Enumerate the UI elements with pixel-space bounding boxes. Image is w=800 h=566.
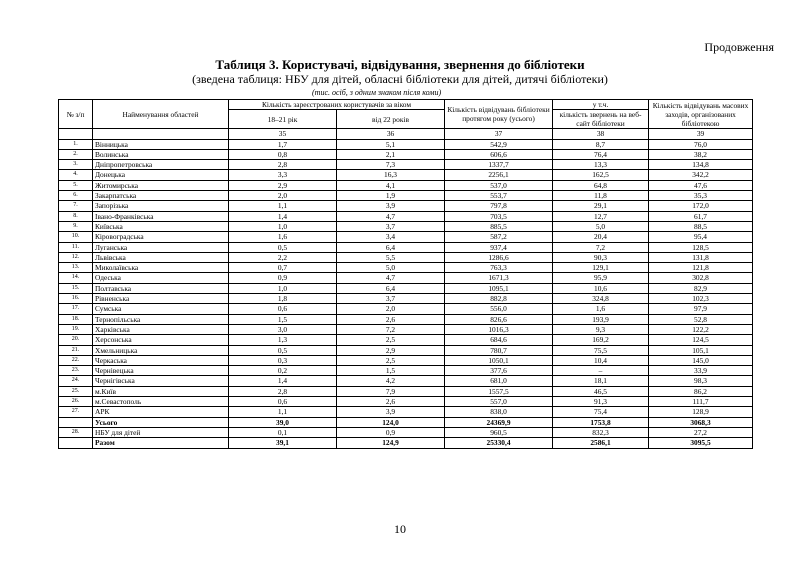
- table-row: [59, 397, 753, 407]
- value-cell: 838,0: [445, 407, 553, 417]
- row-number: 23.: [59, 366, 93, 376]
- table-row: [59, 427, 753, 437]
- row-number: 22.: [59, 355, 93, 365]
- table-row: [59, 366, 753, 376]
- table-row: [59, 139, 753, 149]
- value-cell: 0,5: [229, 242, 337, 252]
- value-cell: 2,9: [337, 345, 445, 355]
- region-name: Волинська: [93, 149, 229, 159]
- value-cell: 111,7: [649, 397, 753, 407]
- region-name: Одеська: [93, 273, 229, 283]
- row-number: 13.: [59, 263, 93, 273]
- region-name: Івано-Франківська: [93, 211, 229, 221]
- row-number: 14.: [59, 273, 93, 283]
- row-number: [59, 438, 93, 448]
- value-cell: 13,3: [553, 160, 649, 170]
- value-cell: 1095,1: [445, 283, 553, 293]
- value-cell: 39,1: [229, 438, 337, 448]
- value-cell: 1016,3: [445, 324, 553, 334]
- region-name: Херсонська: [93, 335, 229, 345]
- value-cell: 1286,6: [445, 252, 553, 262]
- table-row: [59, 407, 753, 417]
- value-cell: 681,0: [445, 376, 553, 386]
- value-cell: 3,4: [337, 232, 445, 242]
- value-cell: 3,7: [337, 294, 445, 304]
- table-row: [59, 201, 753, 211]
- value-cell: 6,4: [337, 242, 445, 252]
- value-cell: 3,0: [229, 324, 337, 334]
- value-cell: 124,0: [337, 417, 445, 427]
- header-age1: 18–21 рік: [229, 110, 337, 129]
- value-cell: 3,7: [337, 221, 445, 231]
- value-cell: 3068,3: [649, 417, 753, 427]
- value-cell: 88,5: [649, 221, 753, 231]
- value-cell: 172,0: [649, 201, 753, 211]
- region-name: Полтавська: [93, 283, 229, 293]
- region-name: Дніпропетровська: [93, 160, 229, 170]
- value-cell: 832,3: [553, 427, 649, 437]
- value-cell: 33,9: [649, 366, 753, 376]
- header-age2: від 22 років: [337, 110, 445, 129]
- value-cell: 1,1: [229, 407, 337, 417]
- value-cell: 1,6: [229, 232, 337, 242]
- region-name: Київська: [93, 221, 229, 231]
- table-row: [59, 263, 753, 273]
- row-number: 20.: [59, 335, 93, 345]
- row-number: 17.: [59, 304, 93, 314]
- value-cell: 2,0: [337, 304, 445, 314]
- header-web: кількість звернень на веб-сайт бібліотеки: [553, 110, 649, 129]
- row-number: 24.: [59, 376, 93, 386]
- row-number: 16.: [59, 294, 93, 304]
- value-cell: 121,8: [649, 263, 753, 273]
- header-name: Найменування областей: [93, 100, 229, 129]
- row-number: 27.: [59, 407, 93, 417]
- value-cell: 3095,5: [649, 438, 753, 448]
- table-row: [59, 211, 753, 221]
- value-cell: 9,3: [553, 324, 649, 334]
- value-cell: 1,0: [229, 221, 337, 231]
- region-name: Донецька: [93, 170, 229, 180]
- value-cell: 302,8: [649, 273, 753, 283]
- value-cell: 4,1: [337, 180, 445, 190]
- table-row: [59, 242, 753, 252]
- table-row: [59, 191, 753, 201]
- value-cell: 76,0: [649, 139, 753, 149]
- row-number: 5.: [59, 180, 93, 190]
- value-cell: 145,0: [649, 355, 753, 365]
- value-cell: 7,2: [337, 324, 445, 334]
- value-cell: 377,6: [445, 366, 553, 376]
- value-cell: 11,8: [553, 191, 649, 201]
- region-name: НБУ для дітей: [93, 427, 229, 437]
- table-row: [59, 376, 753, 386]
- row-number: 8.: [59, 211, 93, 221]
- value-cell: 553,7: [445, 191, 553, 201]
- row-number: 6.: [59, 191, 93, 201]
- value-cell: 134,8: [649, 160, 753, 170]
- value-cell: 1337,7: [445, 160, 553, 170]
- region-name: Закарпатська: [93, 191, 229, 201]
- value-cell: 90,3: [553, 252, 649, 262]
- table-row: [59, 324, 753, 334]
- table-row: [59, 180, 753, 190]
- value-cell: 0,9: [337, 427, 445, 437]
- value-cell: 2,9: [229, 180, 337, 190]
- value-cell: 826,6: [445, 314, 553, 324]
- value-cell: 5,5: [337, 252, 445, 262]
- value-cell: 75,4: [553, 407, 649, 417]
- value-cell: 6,4: [337, 283, 445, 293]
- table-row: [59, 294, 753, 304]
- table-subtitle: (зведена таблиця: НБУ для дітей, обласні бібліотеки для дітей, дитячі бібліотеки): [192, 72, 608, 86]
- row-number: 21.: [59, 345, 93, 355]
- region-name: Сумська: [93, 304, 229, 314]
- header-blank: [59, 129, 93, 139]
- value-cell: 61,7: [649, 211, 753, 221]
- region-name: Рівненська: [93, 294, 229, 304]
- region-name: Хмельницька: [93, 345, 229, 355]
- value-cell: 1,1: [229, 201, 337, 211]
- value-cell: 3,9: [337, 201, 445, 211]
- table-title: [0, 57, 800, 73]
- value-cell: 882,8: [445, 294, 553, 304]
- region-name: Кіровоградська: [93, 232, 229, 242]
- value-cell: 193,9: [553, 314, 649, 324]
- value-cell: 102,3: [649, 294, 753, 304]
- row-number: 26.: [59, 397, 93, 407]
- region-name: Черкаська: [93, 355, 229, 365]
- value-cell: 2586,1: [553, 438, 649, 448]
- value-cell: 2,1: [337, 149, 445, 159]
- region-name: м.Севастополь: [93, 397, 229, 407]
- table-row: [59, 283, 753, 293]
- value-cell: 0,3: [229, 355, 337, 365]
- table-row: [59, 355, 753, 365]
- table-number: Таблиця 3.: [215, 57, 279, 72]
- table-row: [59, 438, 753, 448]
- value-cell: 5,0: [337, 263, 445, 273]
- value-cell: 131,8: [649, 252, 753, 262]
- value-cell: 39,0: [229, 417, 337, 427]
- table-row: [59, 345, 753, 355]
- value-cell: 91,3: [553, 397, 649, 407]
- table-row: [59, 314, 753, 324]
- table-row: [59, 335, 753, 345]
- value-cell: 1,5: [337, 366, 445, 376]
- row-number: 28.: [59, 427, 93, 437]
- value-cell: 324,8: [553, 294, 649, 304]
- value-cell: 1,8: [229, 294, 337, 304]
- value-cell: 2,5: [337, 355, 445, 365]
- row-number: 10.: [59, 232, 93, 242]
- value-cell: 1,5: [229, 314, 337, 324]
- value-cell: 937,4: [445, 242, 553, 252]
- row-number: 2.: [59, 149, 93, 159]
- region-name: Чернігівська: [93, 376, 229, 386]
- value-cell: 797,8: [445, 201, 553, 211]
- value-cell: 1671,3: [445, 273, 553, 283]
- value-cell: 4,2: [337, 376, 445, 386]
- region-name: Тернопільська: [93, 314, 229, 324]
- value-cell: 1,4: [229, 376, 337, 386]
- value-cell: 3,3: [229, 170, 337, 180]
- region-name: м.Київ: [93, 386, 229, 396]
- value-cell: 10,6: [553, 283, 649, 293]
- value-cell: 12,7: [553, 211, 649, 221]
- page-number: 10: [394, 522, 406, 536]
- value-cell: 27,2: [649, 427, 753, 437]
- value-cell: 95,4: [649, 232, 753, 242]
- value-cell: 1,0: [229, 283, 337, 293]
- row-number: 11.: [59, 242, 93, 252]
- value-cell: 46,5: [553, 386, 649, 396]
- row-number: 7.: [59, 201, 93, 211]
- region-name: Житомирська: [93, 180, 229, 190]
- units-note: (тис. осіб, з одним знаком після коми): [312, 88, 442, 97]
- region-name: АРК: [93, 407, 229, 417]
- region-name: Усього: [93, 417, 229, 427]
- value-cell: 0,2: [229, 366, 337, 376]
- value-cell: 763,3: [445, 263, 553, 273]
- row-number: 4.: [59, 170, 93, 180]
- statistics-table: [58, 99, 753, 449]
- row-number: 3.: [59, 160, 93, 170]
- value-cell: 128,9: [649, 407, 753, 417]
- value-cell: 5,1: [337, 139, 445, 149]
- value-cell: 95,9: [553, 273, 649, 283]
- header-num: № з/п: [59, 100, 93, 129]
- table-row: [59, 273, 753, 283]
- value-cell: 86,2: [649, 386, 753, 396]
- value-cell: 342,2: [649, 170, 753, 180]
- value-cell: 10,4: [553, 355, 649, 365]
- row-number: 12.: [59, 252, 93, 262]
- table-body: [59, 139, 753, 448]
- value-cell: 18,1: [553, 376, 649, 386]
- column-number: 39: [649, 129, 753, 139]
- value-cell: 0,6: [229, 397, 337, 407]
- value-cell: 7,9: [337, 386, 445, 396]
- value-cell: 542,9: [445, 139, 553, 149]
- value-cell: 556,0: [445, 304, 553, 314]
- row-number: [59, 417, 93, 427]
- row-number: 1.: [59, 139, 93, 149]
- column-number: 35: [229, 129, 337, 139]
- region-name: Миколаївська: [93, 263, 229, 273]
- value-cell: 1,9: [337, 191, 445, 201]
- value-cell: 24369,9: [445, 417, 553, 427]
- region-name: Разом: [93, 438, 229, 448]
- column-number: 36: [337, 129, 445, 139]
- value-cell: 0,1: [229, 427, 337, 437]
- value-cell: 1,6: [553, 304, 649, 314]
- value-cell: 960,5: [445, 427, 553, 437]
- table-row: [59, 252, 753, 262]
- table-row: [59, 304, 753, 314]
- value-cell: 1,3: [229, 335, 337, 345]
- value-cell: 587,2: [445, 232, 553, 242]
- value-cell: 1,7: [229, 139, 337, 149]
- row-number: 19.: [59, 324, 93, 334]
- table-row: [59, 221, 753, 231]
- table-row: [59, 417, 753, 427]
- header-events: Кількість відвідувань масових заходів, організованих бібліотекою: [649, 100, 753, 129]
- column-number: 38: [553, 129, 649, 139]
- value-cell: 82,9: [649, 283, 753, 293]
- value-cell: 557,0: [445, 397, 553, 407]
- header-incl: у т.ч.: [553, 100, 649, 110]
- value-cell: 1557,5: [445, 386, 553, 396]
- value-cell: 2,5: [337, 335, 445, 345]
- value-cell: 2,6: [337, 314, 445, 324]
- value-cell: 38,2: [649, 149, 753, 159]
- value-cell: 47,6: [649, 180, 753, 190]
- value-cell: 169,2: [553, 335, 649, 345]
- value-cell: 2256,1: [445, 170, 553, 180]
- value-cell: 8,7: [553, 139, 649, 149]
- value-cell: 7,3: [337, 160, 445, 170]
- value-cell: 1,4: [229, 211, 337, 221]
- column-number: 37: [445, 129, 553, 139]
- value-cell: 98,3: [649, 376, 753, 386]
- value-cell: 2,6: [337, 397, 445, 407]
- value-cell: 4,7: [337, 273, 445, 283]
- value-cell: 606,6: [445, 149, 553, 159]
- value-cell: 885,5: [445, 221, 553, 231]
- value-cell: 76,4: [553, 149, 649, 159]
- region-name: Луганська: [93, 242, 229, 252]
- value-cell: 124,9: [337, 438, 445, 448]
- value-cell: 0,7: [229, 263, 337, 273]
- table-row: [59, 232, 753, 242]
- value-cell: 2,0: [229, 191, 337, 201]
- row-number: 18.: [59, 314, 93, 324]
- value-cell: 0,6: [229, 304, 337, 314]
- row-number: 25.: [59, 386, 93, 396]
- row-number: 15.: [59, 283, 93, 293]
- value-cell: –: [553, 366, 649, 376]
- row-number: 9.: [59, 221, 93, 231]
- value-cell: 124,5: [649, 335, 753, 345]
- table-row: [59, 160, 753, 170]
- value-cell: 7,2: [553, 242, 649, 252]
- value-cell: 537,0: [445, 180, 553, 190]
- value-cell: 20,4: [553, 232, 649, 242]
- table-row: [59, 149, 753, 159]
- value-cell: 97,9: [649, 304, 753, 314]
- value-cell: 75,5: [553, 345, 649, 355]
- region-name: Чернівецька: [93, 366, 229, 376]
- value-cell: 25330,4: [445, 438, 553, 448]
- header-registered: Кількість зареєстрованих користувачів за віком: [229, 100, 445, 110]
- value-cell: 1753,8: [553, 417, 649, 427]
- value-cell: 129,1: [553, 263, 649, 273]
- value-cell: 3,9: [337, 407, 445, 417]
- value-cell: 703,5: [445, 211, 553, 221]
- region-name: Запорізька: [93, 201, 229, 211]
- value-cell: 684,6: [445, 335, 553, 345]
- value-cell: 52,8: [649, 314, 753, 324]
- value-cell: 2,8: [229, 386, 337, 396]
- header-blank: [93, 129, 229, 139]
- value-cell: 162,5: [553, 170, 649, 180]
- value-cell: 0,9: [229, 273, 337, 283]
- value-cell: 122,2: [649, 324, 753, 334]
- value-cell: 0,5: [229, 345, 337, 355]
- region-name: Харківська: [93, 324, 229, 334]
- table-row: [59, 170, 753, 180]
- value-cell: 4,7: [337, 211, 445, 221]
- value-cell: 1050,1: [445, 355, 553, 365]
- value-cell: 105,1: [649, 345, 753, 355]
- value-cell: 16,3: [337, 170, 445, 180]
- table-row: [59, 386, 753, 396]
- value-cell: 2,8: [229, 160, 337, 170]
- table-title-text: Користувачі, відвідування, звернення до бібліотеки: [281, 57, 585, 72]
- value-cell: 29,1: [553, 201, 649, 211]
- region-name: Вінницька: [93, 139, 229, 149]
- value-cell: 128,5: [649, 242, 753, 252]
- value-cell: 64,8: [553, 180, 649, 190]
- value-cell: 780,7: [445, 345, 553, 355]
- header-visits: Кількість відвідувань бібліотеки протягом року (усього): [445, 100, 553, 129]
- continuation-label: Продовження: [704, 40, 774, 54]
- region-name: Львівська: [93, 252, 229, 262]
- value-cell: 5,0: [553, 221, 649, 231]
- value-cell: 35,3: [649, 191, 753, 201]
- value-cell: 2,2: [229, 252, 337, 262]
- value-cell: 0,8: [229, 149, 337, 159]
